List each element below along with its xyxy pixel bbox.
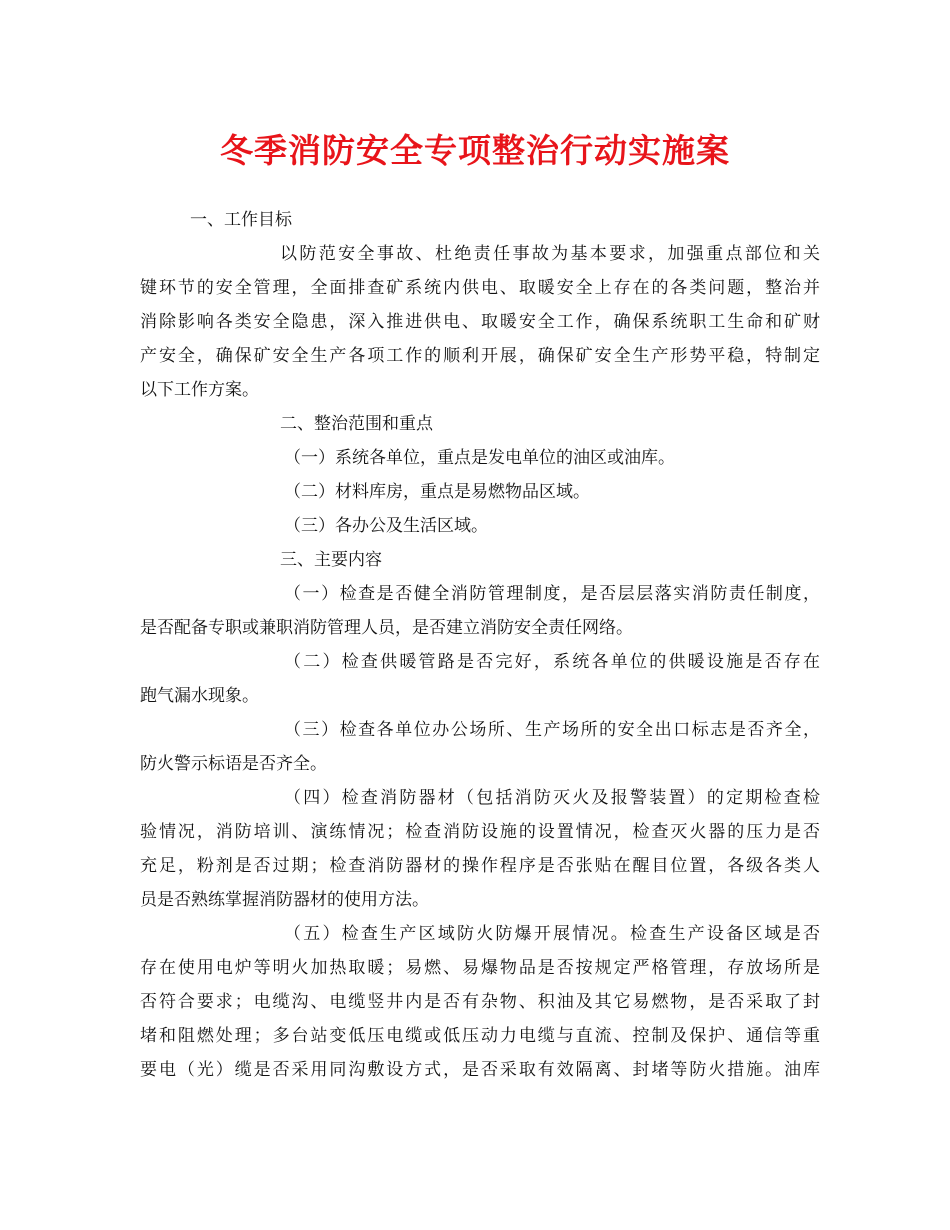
paragraph-line: 员是否熟练掌握消防器材的使用方法。 — [140, 890, 429, 910]
paragraph-line: 防火警示标语是否齐全。 — [140, 754, 327, 774]
paragraph-line: 键环节的安全管理，全面排查矿系统内供电、取暖安全上存在的各类问题，整治并 — [140, 278, 820, 298]
paragraph-line: 否符合要求；电缆沟、电缆竖井内是否有杂物、积油及其它易燃物，是否采取了封 — [140, 992, 820, 1012]
paragraph-line: 要电（光）缆是否采用同沟敷设方式，是否采取有效隔离、封堵等防火措施。油库 — [140, 1060, 820, 1080]
paragraph-line: （一）检查是否健全消防管理制度，是否层层落实消防责任制度， — [284, 584, 820, 604]
section-heading: 三、主要内容 — [280, 550, 382, 570]
list-item: （一）系统各单位，重点是发电单位的油区或油库。 — [284, 448, 675, 468]
paragraph-line: 验情况，消防培训、演练情况；检查消防设施的设置情况，检查灭火器的压力是否 — [140, 822, 820, 842]
section-heading: 一、工作目标 — [190, 210, 292, 230]
document-title: 冬季消防安全专项整治行动实施案 — [220, 131, 730, 170]
section-heading: 二、整治范围和重点 — [280, 414, 433, 434]
document-body — [140, 203, 820, 1087]
paragraph-line: 堵和阻燃处理；多台站变低压电缆或低压动力电缆与直流、控制及保护、通信等重 — [140, 1026, 820, 1046]
paragraph-line: 充足，粉剂是否过期；检查消防器材的操作程序是否张贴在醒目位置，各级各类人 — [140, 856, 820, 876]
paragraph-line: （三）检查各单位办公场所、生产场所的安全出口标志是否齐全， — [284, 720, 820, 740]
paragraph-line: 以下工作方案。 — [140, 380, 259, 400]
paragraph-line: 消除影响各类安全隐患，深入推进供电、取暖安全工作，确保系统职工生命和矿财 — [140, 312, 820, 332]
paragraph-line: 存在使用电炉等明火加热取暖；易燃、易爆物品是否按规定严格管理，存放场所是 — [140, 958, 820, 978]
paragraph-line: （四）检查消防器材（包括消防灭火及报警装置）的定期检查检 — [284, 788, 820, 808]
paragraph-line: 以防范安全事故、杜绝责任事故为基本要求，加强重点部位和关 — [280, 244, 820, 264]
paragraph-line: 是否配备专职或兼职消防管理人员，是否建立消防安全责任网络。 — [140, 618, 633, 638]
list-item: （三）各办公及生活区域。 — [284, 516, 488, 536]
list-item: （二）材料库房，重点是易燃物品区域。 — [284, 482, 590, 502]
paragraph-line: （二）检查供暖管路是否完好，系统各单位的供暖设施是否存在 — [284, 652, 820, 672]
paragraph-line: 产安全，确保矿安全生产各项工作的顺利开展，确保矿安全生产形势平稳，特制定 — [140, 346, 820, 366]
paragraph-line: （五）检查生产区域防火防爆开展情况。检查生产设备区域是否 — [284, 924, 820, 944]
paragraph-line: 跑气漏水现象。 — [140, 686, 259, 706]
